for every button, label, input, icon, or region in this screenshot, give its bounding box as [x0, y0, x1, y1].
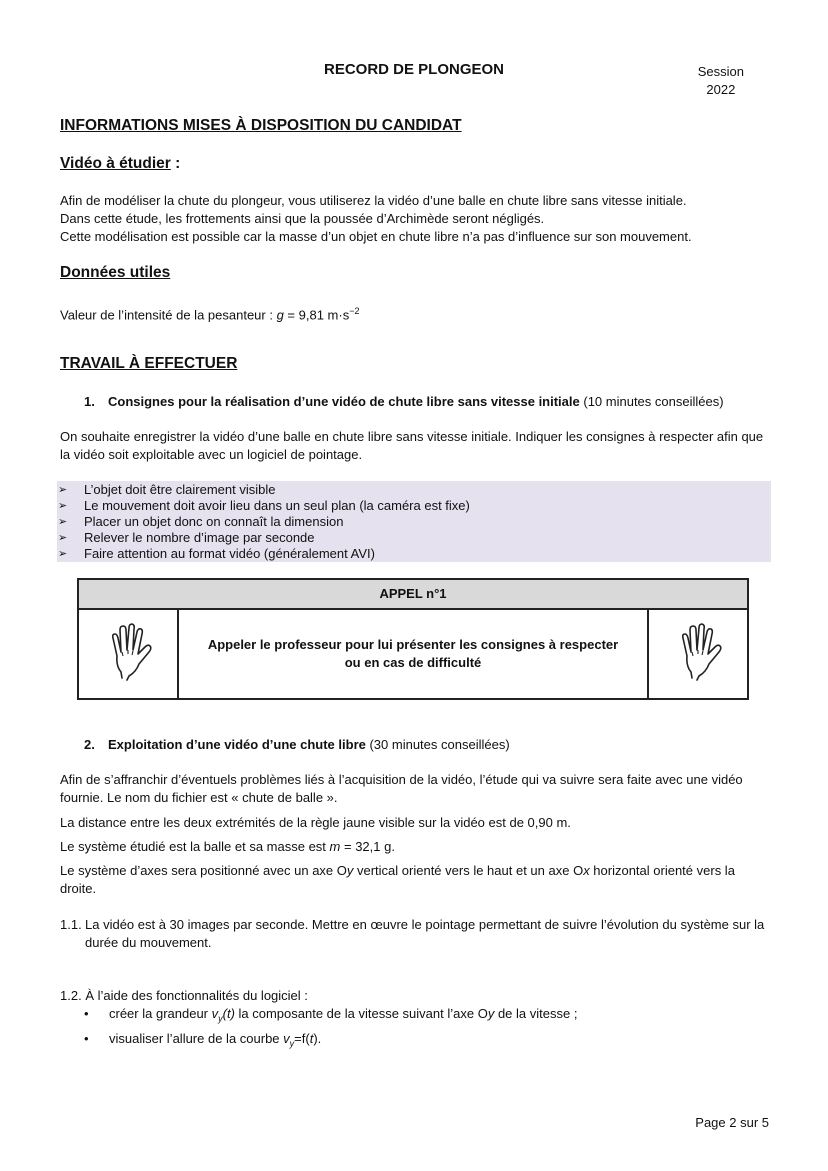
raised-hand-icon — [103, 622, 155, 682]
appel-title: APPEL n°1 — [79, 580, 747, 610]
gravity-line — [60, 302, 772, 324]
data-heading: Données utiles — [60, 264, 171, 281]
gravity-label: Valeur de l’intensité de la pesanteur : — [60, 307, 277, 323]
question-title-text: Consignes pour la réalisation d’une vidéo de chute libre sans vitesse initiale — [108, 394, 580, 409]
velocity-symbol: v — [283, 1030, 290, 1046]
item-number: 1.2. — [60, 988, 82, 1003]
item-text: La vidéo est à 30 images par seconde. Mettre en œuvre le pointage permettant de suivre l’évolution du système sur la durée du mouvement. — [85, 917, 765, 950]
video-line: Cette modélisation est possible car la masse d’un objet en chute libre n’a pas d’influence sur son mouvement. — [60, 229, 692, 244]
raised-hand-icon — [673, 622, 725, 682]
mass-symbol: m — [329, 839, 341, 854]
page-title: RECORD DE PLONGEON — [323, 61, 504, 78]
appel-left-cell — [79, 610, 179, 698]
bullet-text: la composante de la vitesse suivant l’axe O — [234, 1006, 488, 1021]
velocity-symbol: v — [211, 1006, 219, 1021]
video-paragraph — [60, 192, 772, 246]
info-heading: INFORMATIONS MISES À DISPOSITION DU CANDIDAT — [60, 117, 462, 134]
time-symbol: (t) — [222, 1006, 235, 1021]
item-1-2 — [60, 987, 772, 1005]
gravity-exponent: −2 — [349, 306, 360, 316]
axes-text: horizontal orienté vers la droite. — [60, 863, 735, 896]
question-2-paragraph-2: La distance entre les deux extrémités de la règle jaune visible sur la vidéo est de 0,90 m. — [60, 815, 571, 830]
question-number: 2. — [84, 737, 95, 752]
video-heading — [60, 155, 180, 173]
axis-x-symbol: x — [583, 863, 590, 878]
question-time: (30 minutes conseillées) — [365, 737, 510, 752]
session-text: Session — [697, 64, 744, 79]
list-item: ➢ Relever le nombre d’image par seconde — [57, 530, 771, 546]
item-number: 1.1. — [60, 917, 82, 932]
question-number: 1. — [84, 394, 95, 409]
bullet-text: de la vitesse ; — [494, 1006, 578, 1021]
list-item: ➢ Placer un objet donc on connaît la dimension — [57, 514, 771, 530]
question-1-intro: On souhaite enregistrer la vidéo d’une balle en chute libre sans vitesse initiale. Indiquer les consignes à respecter afin que la vidéo soit exploitable avec un logiciel de pointage. — [60, 429, 764, 462]
bullet-text: =f( — [294, 1030, 310, 1046]
question-1-title — [84, 394, 724, 409]
bullet-text: créer la grandeur — [109, 1006, 212, 1021]
velocity-subscript: y — [218, 1013, 223, 1024]
appel-line: ou en cas de difficulté — [344, 655, 482, 670]
question-time: (10 minutes conseillées) — [579, 394, 724, 409]
time-symbol: t — [309, 1030, 314, 1046]
video-line: Dans cette étude, les frottements ainsi que la poussée d’Archimède seront négligés. — [60, 211, 545, 226]
video-heading-suffix: : — [170, 155, 181, 172]
list-item: ➢ L’objet doit être clairement visible — [57, 482, 771, 498]
item-1-2-bullets — [84, 1004, 577, 1053]
axes-text: vertical orienté vers le haut et un axe O — [353, 863, 584, 878]
work-heading: TRAVAIL À EFFECTUER — [60, 355, 238, 372]
session-label — [698, 63, 744, 99]
session-year: 2022 — [706, 82, 736, 97]
mass-label: Le système étudié est la balle et sa masse est — [60, 839, 330, 854]
bullet-text: ). — [313, 1030, 322, 1046]
item-1-1 — [60, 916, 772, 952]
answer-block — [57, 481, 771, 562]
list-item: ➢ Le mouvement doit avoir lieu dans un seul plan (la caméra est fixe) — [57, 498, 771, 514]
appel-box — [77, 578, 749, 700]
video-heading-text: Vidéo à étudier — [60, 155, 171, 172]
mass-value: = 32,1 g. — [340, 839, 395, 854]
list-item: ➢ Faire attention au format vidéo (généralement AVI) — [57, 546, 771, 562]
question-2-title — [84, 737, 510, 752]
bullet-text: visualiser l’allure de la courbe — [109, 1030, 284, 1046]
list-item: • visualiser l’allure de la courbe $v_y=f(t)$. — [84, 1030, 322, 1049]
axes-text: Le système d’axes sera positionné avec un axe O — [60, 863, 347, 878]
axis-y-symbol: y — [487, 1006, 495, 1021]
velocity-subscript: y — [289, 1038, 295, 1049]
question-2-paragraph-1: Afin de s’affranchir d’éventuels problèmes liés à l’acquisition de la vidéo, l’étude qui va suivre sera faite avec une vidéo fournie. Le nom du fichier est « chute de balle ». — [60, 772, 743, 805]
page-number: Page 2 sur 5 — [695, 1115, 769, 1130]
appel-line: Appeler le professeur pour lui présenter les consignes à respecter — [207, 637, 619, 652]
list-item: • créer la grandeur $v_y(t)$ la composante de la vitesse suivant l’axe Oy de la vitesse ; — [84, 1006, 578, 1024]
question-2-paragraph-4 — [60, 862, 772, 898]
video-line: Afin de modéliser la chute du plongeur, vous utiliserez la vidéo d’une balle en chute libre sans vitesse initiale. — [60, 193, 687, 208]
question-title-text: Exploitation d’une vidéo d’une chute libre — [108, 737, 366, 752]
gravity-symbol: g — [276, 307, 284, 323]
question-2-paragraph-3 — [60, 838, 772, 856]
appel-message — [179, 610, 647, 698]
item-text: À l’aide des fonctionnalités du logiciel : — [85, 988, 308, 1003]
appel-right-cell — [647, 610, 747, 698]
axis-y-symbol: y — [346, 863, 354, 878]
gravity-value: = 9,81 m·s — [283, 307, 350, 323]
